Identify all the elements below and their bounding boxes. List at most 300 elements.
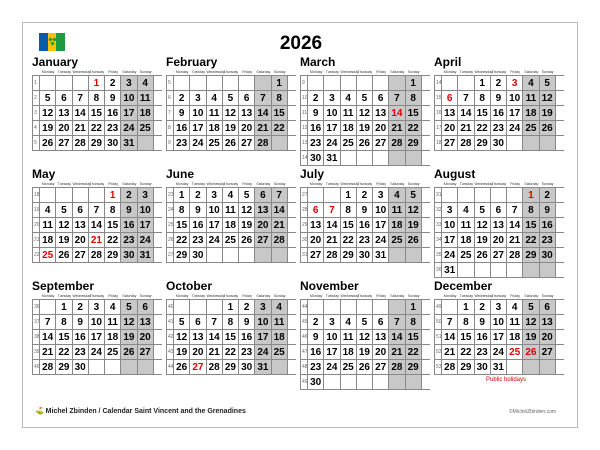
- empty-day-cell: [540, 136, 556, 150]
- week-row: [166, 233, 296, 248]
- day-cell: 2: [308, 315, 324, 329]
- week-row: [300, 233, 430, 248]
- day-cell: 7: [272, 188, 288, 202]
- week-row: [166, 203, 296, 218]
- weekday-label: Tuesday: [459, 294, 474, 298]
- weekday-label: Sunday: [541, 70, 554, 74]
- day-cell: 22: [174, 233, 190, 247]
- empty-day-cell: [357, 300, 373, 314]
- day-cell: 7: [255, 91, 271, 105]
- weekday-label: Sunday: [407, 70, 420, 74]
- day-cell: 15: [475, 106, 491, 120]
- day-cell: 18: [341, 345, 357, 359]
- day-cell: 5: [523, 300, 539, 314]
- day-cell: 16: [121, 218, 137, 232]
- day-cell: 17: [324, 121, 340, 135]
- week-row: [32, 315, 162, 330]
- day-cell: 25: [389, 233, 405, 247]
- day-cell: 15: [272, 106, 288, 120]
- weekday-label: Wednesday: [474, 294, 493, 298]
- day-cell: 26: [40, 136, 56, 150]
- weekday-header: [434, 293, 564, 299]
- day-cell: 8: [406, 315, 422, 329]
- week-number: 51: [434, 330, 442, 344]
- week-number: 45: [300, 315, 308, 329]
- week-number: 2: [32, 91, 40, 105]
- day-cell: 27: [373, 136, 389, 150]
- day-cell: 17: [491, 330, 507, 344]
- empty-day-cell: [73, 76, 89, 90]
- empty-day-cell: [442, 300, 458, 314]
- weekday-label: Saturday: [122, 182, 137, 186]
- weekday-label: Saturday: [256, 294, 271, 298]
- week-number: 33: [434, 218, 442, 232]
- week-row: [434, 330, 564, 345]
- month-name: October: [166, 279, 213, 293]
- day-cell: 25: [458, 248, 474, 262]
- day-cell: 26: [406, 233, 422, 247]
- week-row: [434, 315, 564, 330]
- day-cell: 26: [239, 233, 255, 247]
- day-cell: 14: [507, 218, 523, 232]
- day-cell: 16: [308, 345, 324, 359]
- weekday-header: [300, 181, 430, 187]
- day-cell: 13: [308, 218, 324, 232]
- empty-day-cell: [458, 76, 474, 90]
- day-cell: 22: [89, 121, 105, 135]
- day-cell: 6: [373, 91, 389, 105]
- footer-credit: ⛳ Michel Zbinden / Calendar Saint Vincent and the Grenadines: [35, 408, 246, 415]
- weekday-label: Sunday: [273, 182, 286, 186]
- day-cell: 19: [40, 121, 56, 135]
- empty-day-cell: [207, 300, 223, 314]
- empty-day-cell: [458, 263, 474, 277]
- day-cell: 20: [442, 121, 458, 135]
- week-row: [32, 106, 162, 121]
- day-cell: 25: [138, 121, 154, 135]
- day-cell: 14: [207, 330, 223, 344]
- week-number: 14: [434, 76, 442, 90]
- week-number: 28: [300, 203, 308, 217]
- weekday-label: Wednesday: [206, 182, 225, 186]
- week-row: [32, 233, 162, 248]
- day-cell: 22: [105, 233, 121, 247]
- calendar-page: [22, 22, 578, 428]
- day-cell: 16: [239, 330, 255, 344]
- day-cell: 20: [239, 121, 255, 135]
- day-cell: 15: [406, 106, 422, 120]
- day-cell: 6: [190, 315, 206, 329]
- weekday-label: Friday: [108, 182, 118, 186]
- day-cell: 14: [73, 106, 89, 120]
- day-cell: 8: [223, 315, 239, 329]
- week-number: 16: [434, 106, 442, 120]
- week-number: 31: [300, 248, 308, 262]
- day-cell: 20: [491, 233, 507, 247]
- week-row: [300, 375, 430, 390]
- day-cell: 14: [255, 106, 271, 120]
- week-number: 26: [166, 233, 174, 247]
- day-cell: 18: [507, 330, 523, 344]
- day-cell: 17: [255, 330, 271, 344]
- week-row: [434, 203, 564, 218]
- day-cell: 2: [239, 300, 255, 314]
- day-cell: 8: [174, 203, 190, 217]
- week-number: 18: [434, 136, 442, 150]
- week-row: [32, 121, 162, 136]
- day-cell: 7: [324, 203, 340, 217]
- week-number: 4: [32, 121, 40, 135]
- week-number: 38: [32, 330, 40, 344]
- empty-day-cell: [475, 263, 491, 277]
- day-cell: 13: [190, 330, 206, 344]
- empty-day-cell: [73, 188, 89, 202]
- day-cell: 18: [105, 330, 121, 344]
- weekday-label: Wednesday: [340, 182, 359, 186]
- day-cell: 28: [89, 248, 105, 262]
- day-cell: 7: [40, 315, 56, 329]
- day-cell: 12: [174, 330, 190, 344]
- day-cell: 6: [56, 91, 72, 105]
- day-cell: 6: [255, 188, 271, 202]
- empty-day-cell: [475, 188, 491, 202]
- day-cell: 4: [223, 188, 239, 202]
- weekday-label: Tuesday: [57, 294, 72, 298]
- day-cell: 11: [40, 218, 56, 232]
- weekday-label: Tuesday: [57, 182, 72, 186]
- week-number: 36: [434, 263, 442, 277]
- day-cell: 1: [458, 300, 474, 314]
- day-cell: 13: [540, 315, 556, 329]
- week-row: [32, 203, 162, 218]
- week-row: [300, 151, 430, 166]
- day-cell: 6: [442, 91, 458, 105]
- day-cell: 31: [491, 360, 507, 374]
- week-row: [32, 345, 162, 360]
- day-cell: 31: [324, 151, 340, 165]
- day-cell: 2: [357, 188, 373, 202]
- week-number: 15: [434, 91, 442, 105]
- day-cell: 4: [523, 76, 539, 90]
- week-row: [166, 300, 296, 315]
- day-cell: 10: [507, 91, 523, 105]
- day-cell: 20: [540, 330, 556, 344]
- day-cell: 13: [373, 106, 389, 120]
- empty-day-cell: [341, 300, 357, 314]
- month-day-grid: [166, 299, 296, 375]
- empty-day-cell: [138, 360, 154, 374]
- empty-day-cell: [507, 263, 523, 277]
- day-cell: 1: [341, 188, 357, 202]
- day-cell: 19: [174, 345, 190, 359]
- day-cell: 12: [357, 106, 373, 120]
- weekday-label: Friday: [376, 182, 386, 186]
- weekday-header: [166, 293, 296, 299]
- day-cell: 21: [40, 345, 56, 359]
- day-cell: 17: [207, 218, 223, 232]
- day-cell: 3: [442, 203, 458, 217]
- day-cell: 10: [138, 203, 154, 217]
- day-cell: 9: [540, 203, 556, 217]
- weekday-label: Monday: [41, 182, 55, 186]
- empty-day-cell: [207, 76, 223, 90]
- day-cell: 6: [540, 300, 556, 314]
- weekday-label: Friday: [242, 70, 252, 74]
- month-name: March: [300, 55, 336, 69]
- day-cell: 6: [373, 315, 389, 329]
- day-cell: 14: [389, 330, 405, 344]
- day-cell: 20: [138, 330, 154, 344]
- week-number: 30: [300, 233, 308, 247]
- day-cell: 11: [389, 203, 405, 217]
- day-cell: 24: [207, 233, 223, 247]
- day-cell: 4: [507, 300, 523, 314]
- week-row: [32, 136, 162, 151]
- day-cell: 23: [308, 360, 324, 374]
- empty-day-cell: [458, 188, 474, 202]
- day-cell: 27: [239, 136, 255, 150]
- weekday-label: Wednesday: [72, 182, 91, 186]
- month-name: January: [32, 55, 79, 69]
- month-name: September: [32, 279, 95, 293]
- day-cell: 19: [223, 121, 239, 135]
- day-cell: 9: [491, 91, 507, 105]
- weekday-label: Friday: [108, 70, 118, 74]
- empty-day-cell: [308, 300, 324, 314]
- day-cell: 19: [406, 218, 422, 232]
- weekday-label: Thursday: [223, 182, 239, 186]
- day-cell: 16: [174, 121, 190, 135]
- month-october: [166, 280, 296, 375]
- week-row: [32, 300, 162, 315]
- week-row: [300, 188, 430, 203]
- day-cell: 2: [174, 91, 190, 105]
- week-number: 40: [166, 300, 174, 314]
- week-number: 40: [32, 360, 40, 374]
- weekday-header: [32, 69, 162, 75]
- week-number: 9: [300, 76, 308, 90]
- day-cell: 12: [56, 218, 72, 232]
- weekday-label: Sunday: [273, 70, 286, 74]
- day-cell: 22: [406, 345, 422, 359]
- day-cell: 14: [458, 106, 474, 120]
- weekday-label: Wednesday: [206, 70, 225, 74]
- week-row: [32, 248, 162, 263]
- week-number: 20: [32, 218, 40, 232]
- week-row: [166, 345, 296, 360]
- day-cell: 27: [540, 345, 556, 359]
- day-cell: 2: [121, 188, 137, 202]
- day-cell: 22: [223, 345, 239, 359]
- day-cell: 5: [40, 91, 56, 105]
- day-cell: 23: [190, 233, 206, 247]
- day-cell: 2: [73, 300, 89, 314]
- day-cell: 27: [442, 136, 458, 150]
- day-cell: 6: [308, 203, 324, 217]
- week-row: [434, 300, 564, 315]
- day-cell: 25: [105, 345, 121, 359]
- month-september: [32, 280, 162, 375]
- weekday-label: Sunday: [139, 70, 152, 74]
- empty-day-cell: [190, 76, 206, 90]
- day-cell: 12: [540, 91, 556, 105]
- month-day-grid: [166, 187, 296, 263]
- week-row: [166, 248, 296, 263]
- empty-day-cell: [507, 188, 523, 202]
- week-row: [300, 315, 430, 330]
- day-cell: 5: [174, 315, 190, 329]
- day-cell: 22: [523, 233, 539, 247]
- year-title: 2026: [279, 33, 323, 54]
- day-cell: 24: [491, 345, 507, 359]
- day-cell: 8: [523, 203, 539, 217]
- month-june: [166, 168, 296, 263]
- day-cell: 9: [105, 91, 121, 105]
- day-cell: 26: [174, 360, 190, 374]
- week-number: 44: [166, 360, 174, 374]
- empty-day-cell: [272, 248, 288, 262]
- day-cell: 20: [373, 121, 389, 135]
- day-cell: 30: [190, 248, 206, 262]
- day-cell: 15: [105, 218, 121, 232]
- weekday-label: Friday: [510, 294, 520, 298]
- weekday-label: Wednesday: [340, 70, 359, 74]
- day-cell: 30: [121, 248, 137, 262]
- week-number: 34: [434, 233, 442, 247]
- day-cell: 18: [207, 121, 223, 135]
- day-cell: 7: [458, 91, 474, 105]
- weekday-label: Thursday: [357, 70, 373, 74]
- day-cell: 20: [56, 121, 72, 135]
- weekday-label: Sunday: [139, 294, 152, 298]
- day-cell: 24: [507, 121, 523, 135]
- day-cell: 2: [540, 188, 556, 202]
- day-cell: 29: [105, 248, 121, 262]
- week-number: 7: [166, 106, 174, 120]
- empty-day-cell: [523, 263, 539, 277]
- day-cell: 8: [89, 91, 105, 105]
- day-cell: 13: [239, 106, 255, 120]
- week-row: [300, 106, 430, 121]
- week-row: [434, 345, 564, 360]
- week-number: 42: [166, 330, 174, 344]
- week-number: 36: [32, 300, 40, 314]
- public-holidays-legend: Public holidays: [486, 377, 527, 383]
- weekday-label: Saturday: [390, 294, 405, 298]
- day-cell: 4: [341, 91, 357, 105]
- day-cell: 18: [458, 233, 474, 247]
- week-number: 35: [434, 248, 442, 262]
- day-cell: 24: [89, 345, 105, 359]
- weekday-label: Friday: [242, 182, 252, 186]
- day-cell: 10: [255, 315, 271, 329]
- empty-day-cell: [341, 76, 357, 90]
- day-cell: 24: [190, 136, 206, 150]
- empty-day-cell: [255, 248, 271, 262]
- day-cell: 8: [475, 91, 491, 105]
- week-number: 49: [300, 375, 308, 389]
- week-row: [434, 263, 564, 278]
- day-cell: 4: [341, 315, 357, 329]
- weekday-label: Wednesday: [474, 182, 493, 186]
- weekday-label: Monday: [309, 294, 323, 298]
- weekday-label: Thursday: [223, 70, 239, 74]
- day-cell: 20: [373, 345, 389, 359]
- day-cell: 25: [507, 345, 523, 359]
- day-cell: 21: [207, 345, 223, 359]
- day-cell: 26: [475, 248, 491, 262]
- day-cell: 23: [121, 233, 137, 247]
- week-row: [166, 218, 296, 233]
- day-cell: 11: [105, 315, 121, 329]
- day-cell: 28: [40, 360, 56, 374]
- day-cell: 26: [523, 345, 539, 359]
- week-number: 24: [166, 203, 174, 217]
- month-august: [434, 168, 564, 278]
- month-day-grid: [166, 75, 296, 151]
- month-november: [300, 280, 430, 390]
- weekday-label: Thursday: [491, 70, 507, 74]
- day-cell: 11: [223, 203, 239, 217]
- month-january: [32, 56, 162, 151]
- day-cell: 11: [507, 315, 523, 329]
- weekday-label: Friday: [376, 70, 386, 74]
- week-number: 5: [166, 76, 174, 90]
- weekday-header: [300, 69, 430, 75]
- day-cell: 5: [239, 188, 255, 202]
- month-may: [32, 168, 162, 263]
- day-cell: 11: [523, 91, 539, 105]
- day-cell: 25: [207, 136, 223, 150]
- day-cell: 5: [475, 203, 491, 217]
- month-april: [434, 56, 564, 151]
- empty-day-cell: [523, 136, 539, 150]
- weekday-label: Sunday: [541, 182, 554, 186]
- day-cell: 17: [89, 330, 105, 344]
- month-name: July: [300, 167, 325, 181]
- weekday-header: [300, 293, 430, 299]
- day-cell: 28: [255, 136, 271, 150]
- day-cell: 3: [190, 91, 206, 105]
- weekday-label: Thursday: [89, 70, 105, 74]
- weekday-label: Thursday: [491, 294, 507, 298]
- month-name: June: [166, 167, 195, 181]
- weekday-label: Sunday: [273, 294, 286, 298]
- weekday-header: [32, 293, 162, 299]
- day-cell: 5: [540, 76, 556, 90]
- day-cell: 19: [475, 233, 491, 247]
- day-cell: 4: [207, 91, 223, 105]
- week-row: [434, 91, 564, 106]
- month-day-grid: [300, 75, 430, 166]
- week-row: [166, 136, 296, 151]
- day-cell: 1: [89, 76, 105, 90]
- day-cell: 22: [272, 121, 288, 135]
- day-cell: 28: [507, 248, 523, 262]
- weekday-label: Friday: [510, 182, 520, 186]
- weekday-label: Tuesday: [57, 70, 72, 74]
- day-cell: 12: [475, 218, 491, 232]
- day-cell: 8: [56, 315, 72, 329]
- day-cell: 29: [406, 136, 422, 150]
- day-cell: 29: [56, 360, 72, 374]
- week-number: 9: [166, 136, 174, 150]
- week-number: 44: [300, 300, 308, 314]
- week-number: 37: [32, 315, 40, 329]
- week-number: 23: [166, 188, 174, 202]
- day-cell: 8: [272, 91, 288, 105]
- weekday-label: Friday: [510, 70, 520, 74]
